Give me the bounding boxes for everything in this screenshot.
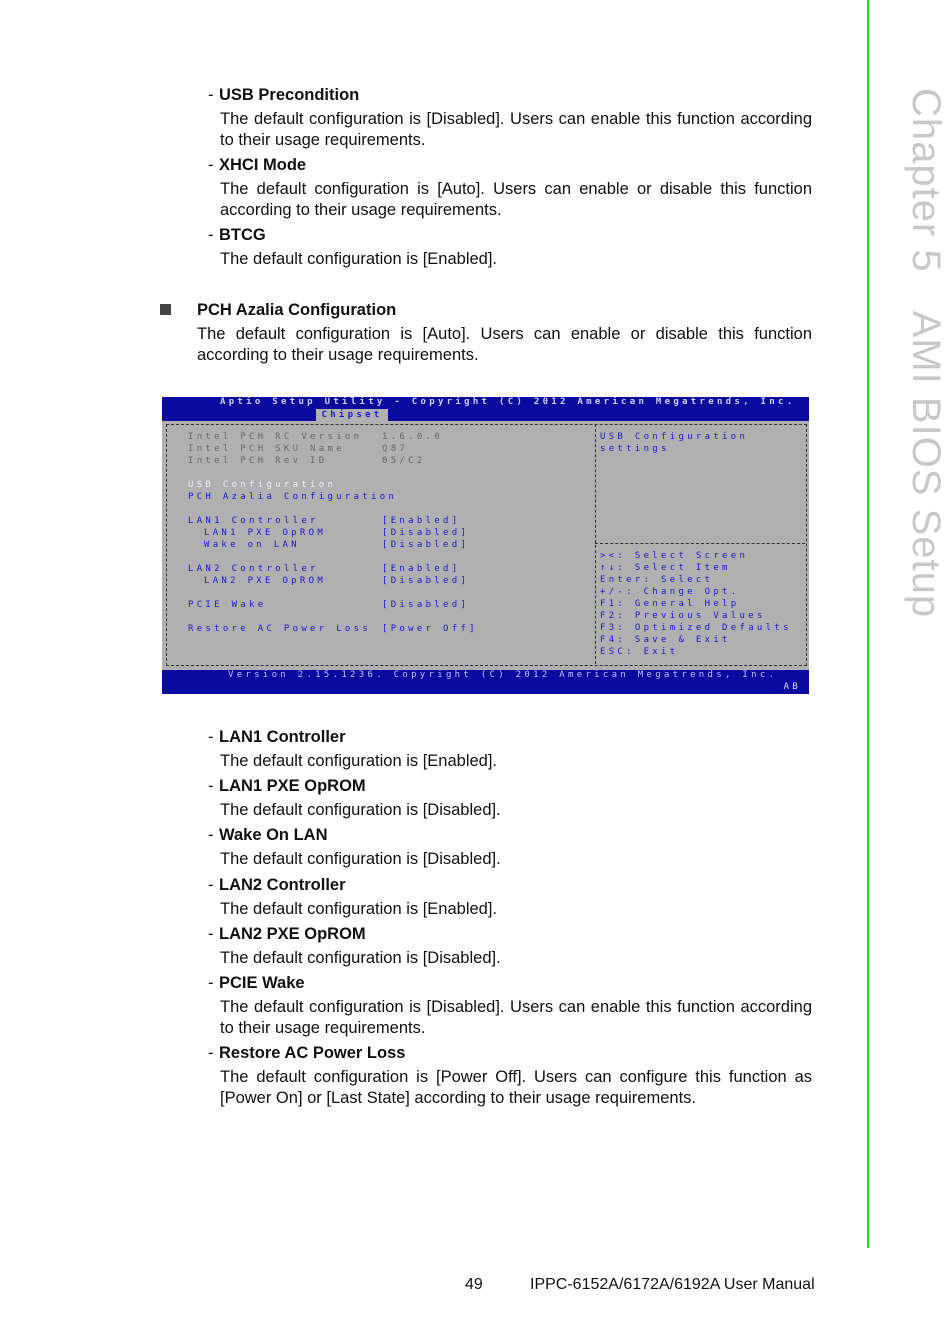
bios-header-bar	[162, 397, 809, 421]
bios-setting-value[interactable]: [Power Off]	[382, 624, 478, 634]
bios-setting-value[interactable]: [Disabled]	[382, 540, 470, 550]
bios-setting-label[interactable]: Wake on LAN	[204, 540, 300, 550]
chapter-divider-line	[867, 0, 869, 1248]
bios-menu-pch-azalia[interactable]: PCH Azalia Configuration	[188, 492, 398, 502]
item-btcg: - BTCG	[208, 226, 266, 244]
bios-menu-usb-configuration[interactable]: USB Configuration	[188, 480, 337, 490]
bios-setting-value[interactable]: [Enabled]	[382, 516, 461, 526]
bios-setting-value[interactable]: [Disabled]	[382, 528, 470, 538]
item-term: LAN1 PXE OpROM	[219, 777, 366, 795]
item-lan2-controller: - LAN2 Controller	[208, 876, 346, 894]
item-term: Restore AC Power Loss	[219, 1044, 406, 1062]
bios-setting-value[interactable]: [Disabled]	[382, 576, 470, 586]
item-term: LAN1 Controller	[219, 728, 346, 746]
bios-screenshot	[162, 397, 809, 694]
item-desc: The default configuration is [Enabled].	[220, 250, 498, 268]
item-desc: The default configuration is [Enabled].	[220, 900, 498, 918]
bios-info-value: 1.6.0.0	[382, 432, 444, 442]
item-term: XHCI Mode	[219, 156, 307, 174]
bios-info-label: Intel PCH Rev ID	[188, 456, 328, 466]
item-desc: The default configuration is [Disabled].	[220, 850, 501, 868]
bios-key-hint: F3: Optimized Defaults	[600, 623, 792, 633]
bios-setting-label[interactable]: Restore AC Power Loss	[188, 624, 372, 634]
bios-footer-bar	[162, 670, 809, 694]
item-usb-precondition: - USB Precondition	[208, 86, 360, 104]
manual-title: IPPC-6152A/6172A/6192A User Manual	[530, 1276, 815, 1293]
item-term: USB Precondition	[219, 86, 360, 104]
item-term: LAN2 PXE OpROM	[219, 925, 366, 943]
bios-info-label: Intel PCH RC Version	[188, 432, 363, 442]
bios-divider	[595, 543, 805, 544]
bios-setting-label[interactable]: PCIE Wake	[188, 600, 267, 610]
bios-header-text: Aptio Setup Utility - Copyright (C) 2012 American Megatrends, Inc.	[220, 397, 796, 407]
bios-help-text: settings	[600, 444, 670, 454]
item-desc: The default configuration is [Disabled].	[220, 949, 501, 967]
item-desc: The default configuration is [Disabled]. Users can enable this function according to their usage requirements.	[220, 998, 812, 1037]
section-label: AMI BIOS Setup	[904, 310, 948, 619]
item-term: PCIE Wake	[219, 974, 305, 992]
bios-info-value: Q87	[382, 444, 409, 454]
bios-tab-chipset: Chipset	[316, 409, 388, 421]
item-pcie-wake: - PCIE Wake	[208, 974, 305, 992]
item-desc: The default configuration is [Disabled]. Users can enable this function according to their usage requirements.	[220, 110, 812, 149]
item-term: BTCG	[219, 226, 266, 244]
item-lan1-controller: - LAN1 Controller	[208, 728, 346, 746]
item-desc: The default configuration is [Auto]. Users can enable or disable this function according to their usage requirements.	[220, 180, 812, 219]
bios-key-hint: +/-: Change Opt.	[600, 587, 740, 597]
bios-key-hint: ><: Select Screen	[600, 551, 749, 561]
bullet-square-icon	[160, 304, 171, 315]
bios-key-hint: ↑↓: Select Item	[600, 563, 731, 573]
bios-setting-label[interactable]: LAN2 Controller	[188, 564, 319, 574]
bios-help-text: USB Configuration	[600, 432, 749, 442]
bios-info-label: Intel PCH SKU Name	[188, 444, 345, 454]
bios-key-hint: F2: Previous Values	[600, 611, 766, 621]
item-desc: The default configuration is [Power Off]. Users can configure this function as [Power On] or [Last State] according to their usage requirements.	[220, 1068, 812, 1107]
page-number: 49	[465, 1276, 483, 1293]
item-lan2-pxe-oprom: - LAN2 PXE OpROM	[208, 925, 366, 943]
item-xhci-mode: - XHCI Mode	[208, 156, 307, 174]
item-restore-ac-power-loss: - Restore AC Power Loss	[208, 1044, 406, 1062]
chapter-label: Chapter 5	[904, 88, 948, 273]
bios-key-hint: ESC: Exit	[600, 647, 679, 657]
section-desc: The default configuration is [Auto]. Users can enable or disable this function according to their usage requirements.	[197, 325, 812, 364]
bios-info-value: 05/C2	[382, 456, 426, 466]
chapter-side-title	[903, 88, 948, 618]
bios-divider	[595, 424, 596, 664]
item-wake-on-lan: - Wake On LAN	[208, 826, 328, 844]
bios-badge: AB	[783, 682, 801, 692]
item-lan1-pxe-oprom: - LAN1 PXE OpROM	[208, 777, 366, 795]
bios-setting-label[interactable]: LAN1 Controller	[188, 516, 319, 526]
item-term: Wake On LAN	[219, 826, 328, 844]
section-title: PCH Azalia Configuration	[197, 301, 397, 319]
bios-setting-label[interactable]: LAN1 PXE OpROM	[204, 528, 327, 538]
item-term: LAN2 Controller	[219, 876, 346, 894]
bios-setting-value[interactable]: [Enabled]	[382, 564, 461, 574]
item-desc: The default configuration is [Enabled].	[220, 752, 498, 770]
bios-version-text: Version 2.15.1236. Copyright (C) 2012 American Megatrends, Inc.	[228, 670, 778, 680]
bios-setting-value[interactable]: [Disabled]	[382, 600, 470, 610]
item-desc: The default configuration is [Disabled].	[220, 801, 501, 819]
bios-key-hint: F1: General Help	[600, 599, 740, 609]
bios-key-hint: F4: Save & Exit	[600, 635, 731, 645]
bios-setting-label[interactable]: LAN2 PXE OpROM	[204, 576, 327, 586]
bios-key-hint: Enter: Select	[600, 575, 714, 585]
